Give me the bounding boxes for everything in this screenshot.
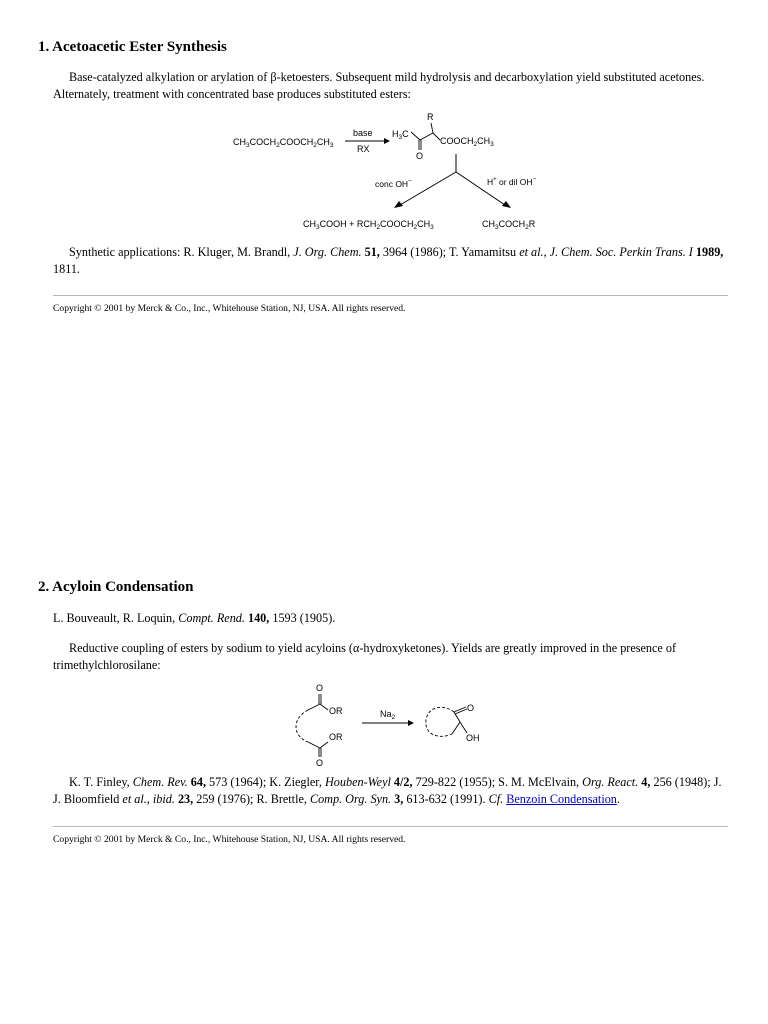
start-formula: $CH_3COCH_2COOCH_2CH_3$ bbox=[233, 137, 334, 149]
reagent-rx: RX bbox=[357, 144, 370, 154]
section2-intro: Reductive coupling of esters by sodium to yield acyloins (α-hydroxyketones). Yields are greatly improved in the presence of trimethylchlorosilane: bbox=[53, 641, 677, 672]
svg-text:O: O bbox=[467, 703, 475, 713]
left-branch-arrow bbox=[400, 172, 456, 205]
product-left: $CH_3COOH$ + $RCH_2COOCH_2CH_3$ bbox=[303, 219, 434, 231]
reagent-na2: $Na_2$ bbox=[380, 709, 396, 721]
svg-text:H+ or dil OH−: H+ or dil OH− bbox=[487, 176, 537, 187]
section2-references: K. T. Finley, Chem. Rev. 64, 573 (1964); K. Ziegler, Houben-Weyl 4/2, 729-822 (1955); S. M. McElvain, Org. React. 4, 256 (1948); J. J. Bloomfield et al., ibid. 23, 259 (1976); R. Brettle, Comp. Org. Syn. 3, 613-632 (1991). Cf. Benzoin Condensation. bbox=[53, 775, 722, 806]
reagent-base: base bbox=[353, 128, 373, 138]
acetoacetic-scheme bbox=[0, 108, 768, 238]
product-right: $CH_3COCH_2R$ bbox=[482, 219, 536, 231]
benzoin-condensation-link[interactable]: Benzoin Condensation bbox=[506, 792, 617, 806]
section1-intro: Base-catalyzed alkylation or arylation of β-ketoesters. Subsequent mild hydrolysis and decarboxylation yield substituted acetones. Alternately, treatment with concentrated base produces substituted esters: bbox=[53, 70, 705, 101]
intermediate-ester: $COOCH_2CH_3$ bbox=[440, 136, 494, 148]
copyright-1: Copyright © 2001 by Merck & Co., Inc., Whitehouse Station, NJ, USA. All rights reserved. bbox=[53, 303, 406, 314]
svg-text:O: O bbox=[316, 683, 324, 693]
acyloin-scheme bbox=[0, 680, 768, 770]
section1-references: Synthetic applications: R. Kluger, M. Brandl, J. Org. Chem. 51, 3964 (1986); T. Yamamitsu et al., J. Chem. Soc. Perkin Trans. I 1989, 1811. bbox=[53, 245, 724, 276]
svg-text:O: O bbox=[416, 151, 424, 161]
section2-original-ref: L. Bouveault, R. Loquin, Compt. Rend. 140, 1593 (1905). bbox=[53, 611, 336, 625]
intermediate-h3c: $H_3C$ bbox=[392, 129, 409, 141]
svg-text:O: O bbox=[316, 758, 324, 768]
svg-text:R: R bbox=[427, 112, 434, 122]
svg-text:conc OH−: conc OH− bbox=[375, 178, 412, 189]
divider-1 bbox=[53, 295, 728, 296]
copyright-2: Copyright © 2001 by Merck & Co., Inc., Whitehouse Station, NJ, USA. All rights reserved. bbox=[53, 834, 406, 845]
divider-2 bbox=[53, 826, 728, 827]
section-title-acetoacetic: 1. Acetoacetic Ester Synthesis bbox=[38, 39, 227, 55]
svg-text:OH: OH bbox=[466, 733, 480, 743]
svg-text:OR: OR bbox=[329, 706, 343, 716]
svg-text:OR: OR bbox=[329, 732, 343, 742]
section-title-acyloin: 2. Acyloin Condensation bbox=[38, 579, 194, 595]
